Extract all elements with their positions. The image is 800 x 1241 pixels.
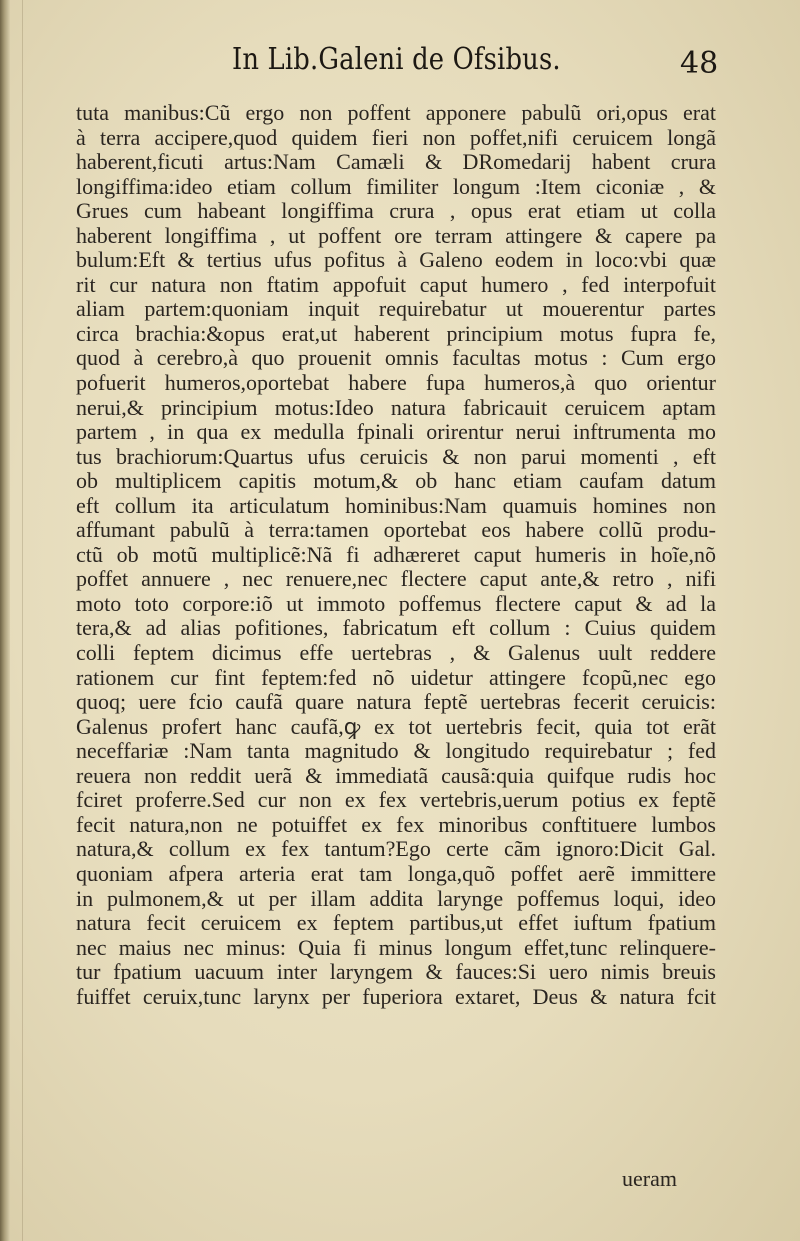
text-line: fciret proferre.Sed cur non ex fex vertebris,uerum potius ex feptẽ	[76, 788, 716, 813]
text-line: tuta manibus:Cũ ergo non poffent apponere pabulũ ori,opus erat	[76, 101, 716, 125]
text-line: colli feptem dicimus effe uertebras , & Galenus uult reddere	[76, 641, 716, 666]
text-line: partem , in qua ex medulla fpinali orirentur nerui inftrumenta mo	[76, 420, 716, 445]
text-line: ob multiplicem capitis motum,& ob hanc etiam caufam datum	[76, 469, 716, 494]
text-line: haberent,ficuti artus:Nam Camæli & DRomedarij habent crura	[76, 150, 716, 175]
catchword: ueram	[622, 1166, 677, 1191]
gutter-crease	[22, 0, 23, 1241]
text-line: fuiffet ceruix,tunc larynx per fuperiora extaret, Deus & natura fcit	[76, 984, 716, 1009]
text-line: aliam partem:quoniam inquit requirebatur ut mouerentur partes	[76, 297, 716, 322]
body-text	[76, 101, 716, 1009]
text-line: bulum:Eft & tertius ufus pofitus à Galeno eodem in loco:vbi quæ	[76, 248, 716, 273]
text-line: quoq; uere fcio caufã quare natura feptẽ uertebras fecerit ceruicis:	[76, 690, 716, 715]
text-line: poffet annuere , nec renuere,nec flectere caput ante,& retro , nifi	[76, 567, 716, 592]
text-line: natura,& collum ex fex tantum?Ego certe cãm ignoro:Dicit Gal.	[76, 837, 716, 862]
page-number: 48	[680, 46, 719, 81]
text-line: reuera non reddit uerã & immediatã causã:quia quifque rudis hoc	[76, 763, 716, 788]
text-line: rationem cur fint feptem:fed nõ uidetur attingere fcopũ,nec ego	[76, 665, 716, 690]
text-line: natura fecit ceruicem ex feptem partibus,ut effet iuftum fpatium	[76, 911, 716, 936]
text-line: tera,& ad alias pofitiones, fabricatum eft collum : Cuius quidem	[76, 616, 716, 641]
text-line: Galenus profert hanc caufã,ꝙ ex tot uertebris fecit, quia tot erãt	[76, 714, 716, 739]
text-line: in pulmonem,& ut per illam addita larynge poffemus loqui, ideo	[76, 886, 716, 911]
text-line: eft collum ita articulatum hominibus:Nam quamuis homines non	[76, 493, 716, 518]
text-line: rit cur natura non ftatim appofuit caput humero , fed interpofuit	[76, 272, 716, 297]
text-line: circa brachia:&opus erat,ut haberent principium motus fupra fe,	[76, 321, 716, 346]
text-line: ctũ ob motũ multiplicẽ:Nã fi adhæreret caput humeris in hoĩe,nõ	[76, 542, 716, 567]
text-line: affumant pabulũ à terra:tamen oportebat eos habere collũ produ-	[76, 518, 716, 543]
text-line: Grues cum habeant longiffima crura , opus erat etiam ut colla	[76, 199, 716, 224]
running-head: In Lib.Galeni de Ofsibus.	[232, 42, 561, 77]
text-line: quod à cerebro,à quo prouenit omnis facultas motus : Cum ergo	[76, 346, 716, 371]
text-line: quoniam afpera arteria erat tam longa,quõ poffet aerẽ immittere	[76, 861, 716, 886]
text-line: nec maius nec minus: Quia fi minus longum effet,tunc relinquere-	[76, 935, 716, 960]
text-line: haberent longiffima , ut poffent ore terram attingere & capere pa	[76, 223, 716, 248]
page-gutter	[0, 0, 10, 1241]
text-line: neceffariæ :Nam tanta magnitudo & longitudo requirebatur ; fed	[76, 739, 716, 764]
text-line: fecit natura,non ne potuiffet ex fex minoribus conftituere lumbos	[76, 812, 716, 837]
text-line: moto toto corpore:iõ ut immoto poffemus flectere caput & ad la	[76, 591, 716, 616]
text-line: pofuerit humeros,oportebat habere fupa humeros,à quo orientur	[76, 371, 716, 396]
text-line: nerui,& principium motus:Ideo natura fabricauit ceruicem aptam	[76, 395, 716, 420]
text-line: tur fpatium uacuum inter laryngem & fauces:Si uero nimis breuis	[76, 960, 716, 985]
page-header	[0, 42, 800, 92]
text-line: tus brachiorum:Quartus ufus ceruicis & non parui momenti , eft	[76, 444, 716, 469]
text-line: à terra accipere,quod quidem fieri non poffet,nifi ceruicem longã	[76, 125, 716, 150]
text-line: longiffima:ideo etiam collum fimiliter longum :Item ciconiæ , &	[76, 174, 716, 199]
